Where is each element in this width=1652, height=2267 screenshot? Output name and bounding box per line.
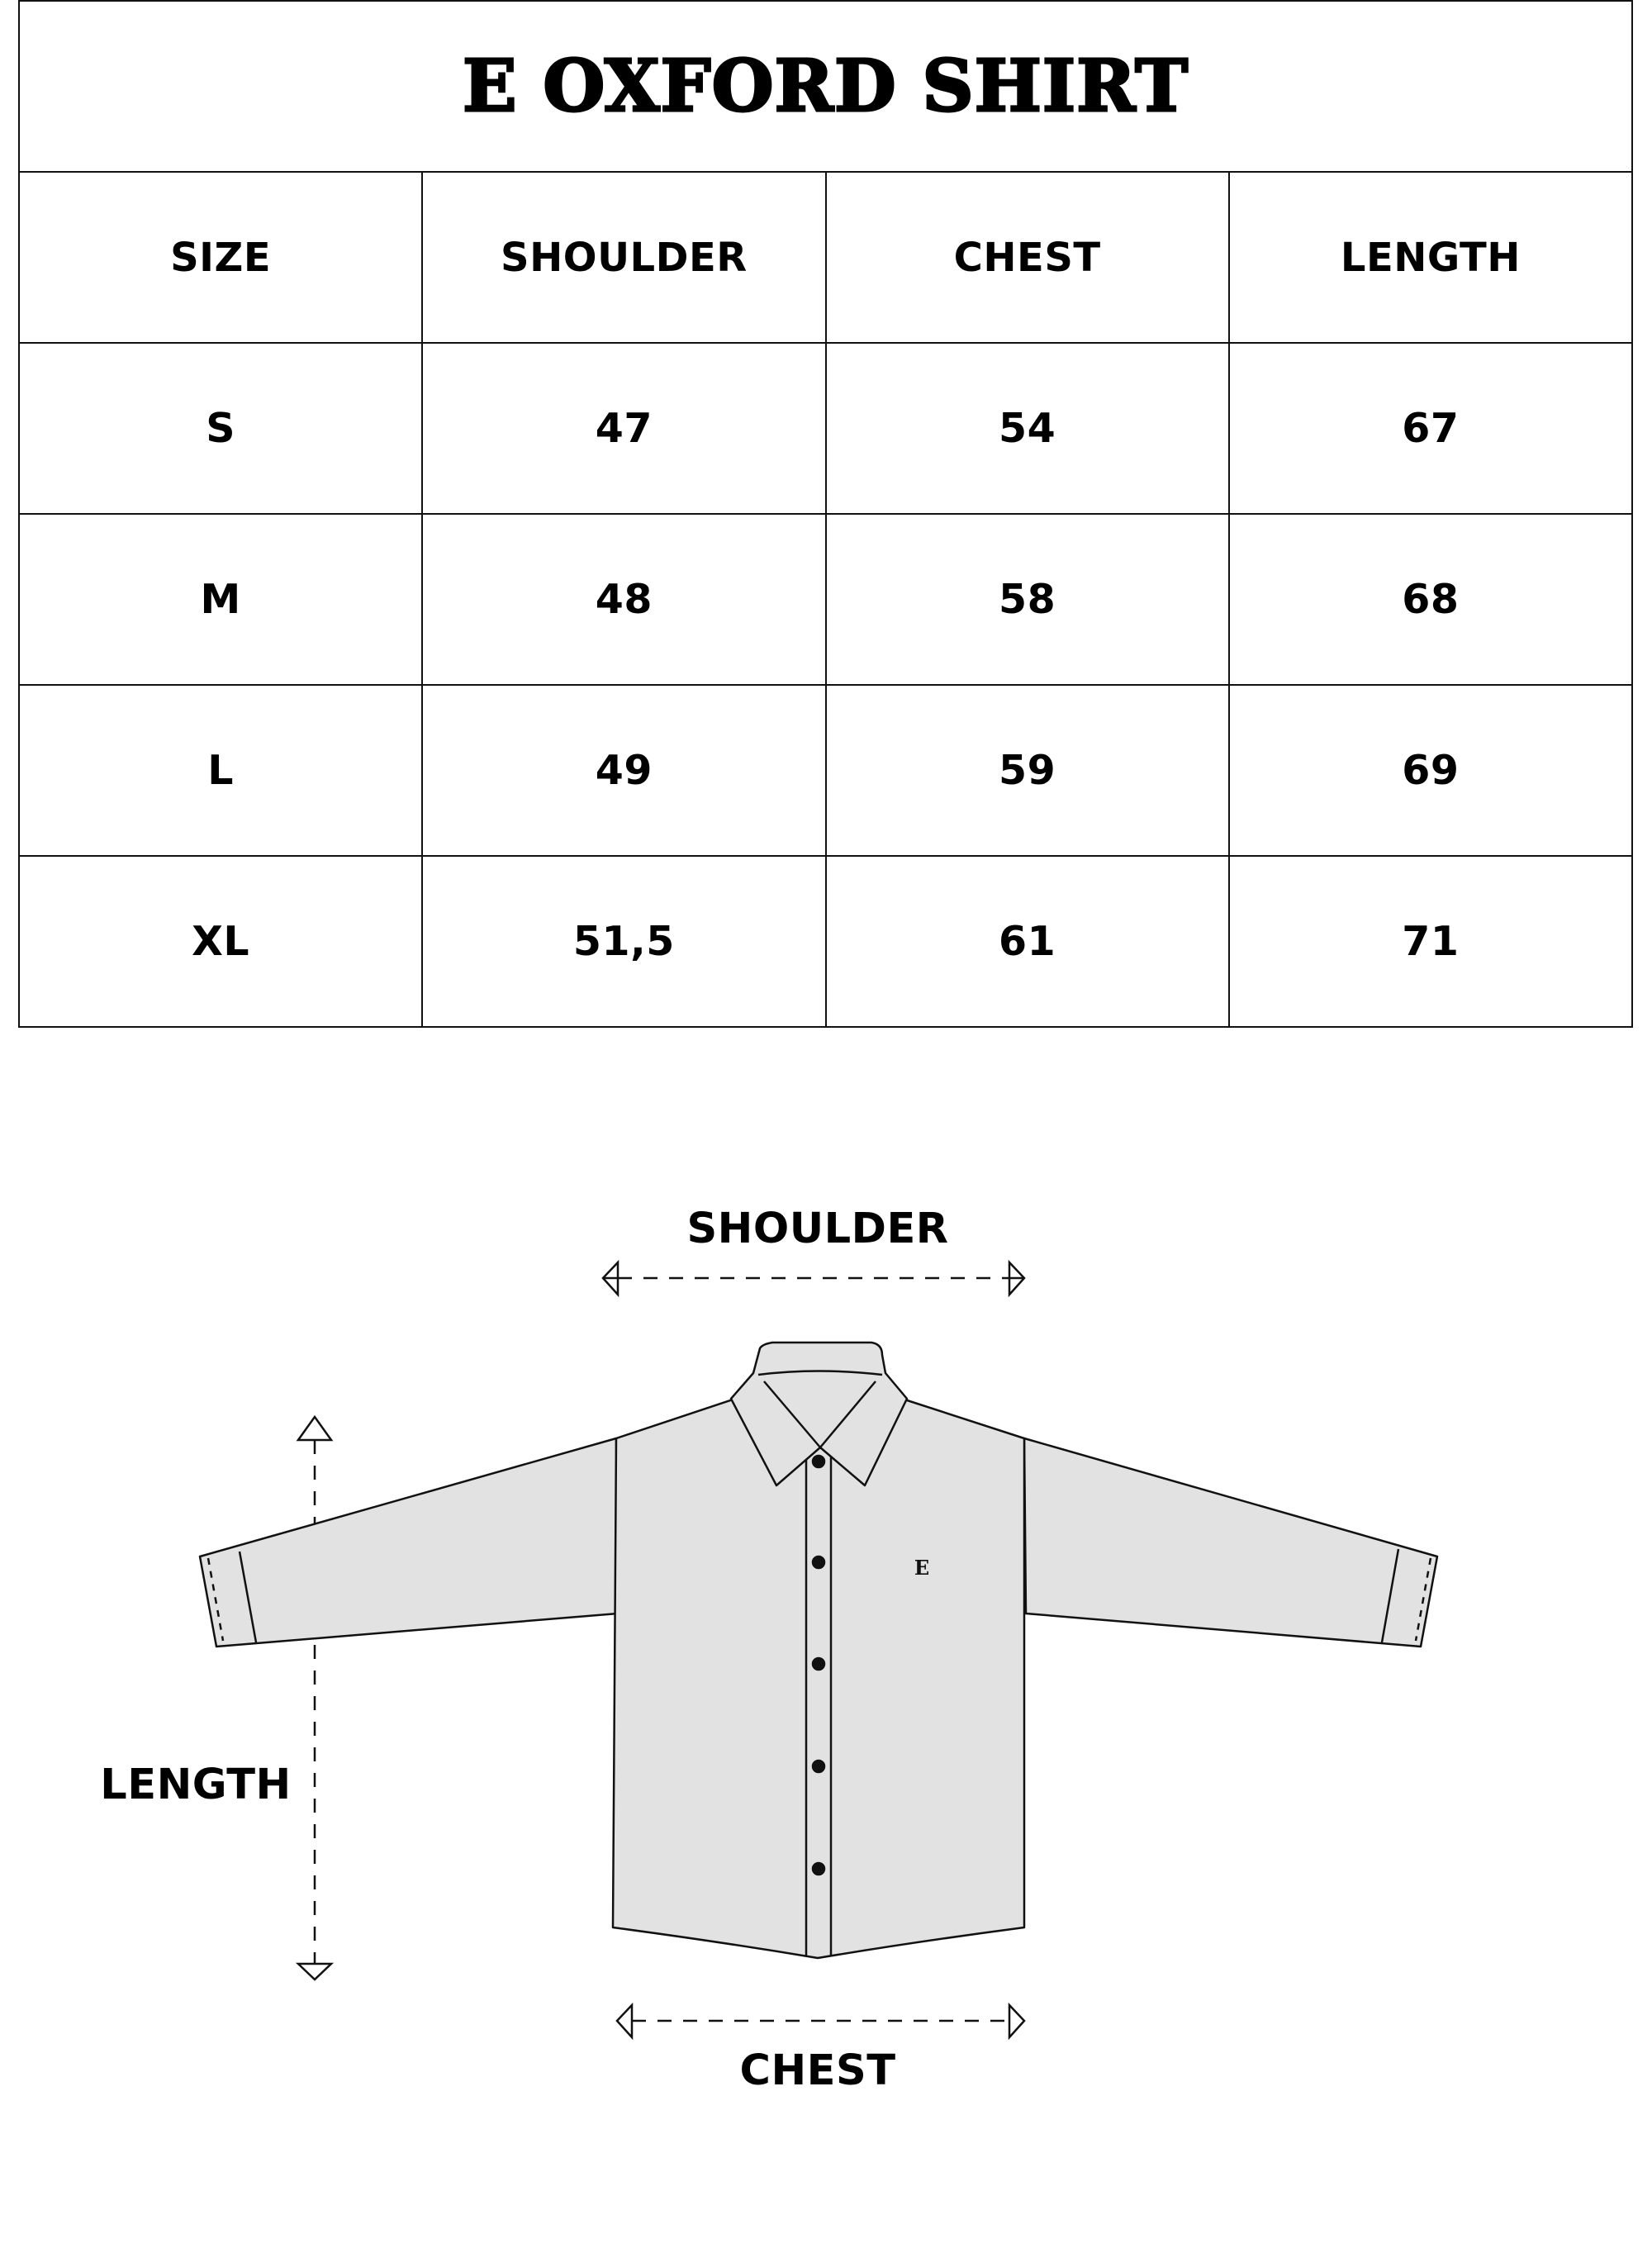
table-row — [19, 856, 1632, 1027]
table-row — [19, 685, 1632, 856]
cell-length: 67 — [1229, 343, 1632, 514]
button — [813, 1863, 824, 1875]
header-shoulder: SHOULDER — [422, 172, 825, 343]
shirt-illustration — [200, 1343, 1437, 1958]
length-label: LENGTH — [100, 1761, 292, 1809]
button — [813, 1658, 824, 1670]
chest-arrow — [617, 2005, 1024, 2037]
cell-chest: 61 — [826, 856, 1229, 1027]
cell-size: XL — [19, 856, 422, 1027]
header-chest: CHEST — [826, 172, 1229, 343]
chest-logo: E — [914, 1556, 930, 1580]
cell-length: 71 — [1229, 856, 1632, 1027]
right-sleeve — [1024, 1438, 1437, 1647]
header-size: SIZE — [19, 172, 422, 343]
cell-chest: 58 — [826, 514, 1229, 685]
cell-shoulder: 47 — [422, 343, 825, 514]
table-row — [19, 343, 1632, 514]
length-arrow — [298, 1417, 331, 1979]
cell-shoulder: 51,5 — [422, 856, 825, 1027]
cell-shoulder: 48 — [422, 514, 825, 685]
shoulder-arrow — [603, 1262, 1024, 1295]
cell-shoulder: 49 — [422, 685, 825, 856]
button — [813, 1456, 824, 1467]
button — [813, 1556, 824, 1568]
table-header-row — [19, 172, 1632, 343]
cell-chest: 59 — [826, 685, 1229, 856]
shoulder-label: SHOULDER — [686, 1205, 949, 1253]
cell-length: 68 — [1229, 514, 1632, 685]
chart-title: E OXFORD SHIRT — [19, 1, 1632, 172]
header-length: LENGTH — [1229, 172, 1632, 343]
cell-chest: 54 — [826, 343, 1229, 514]
table-row — [19, 514, 1632, 685]
button — [813, 1761, 824, 1772]
chest-label: CHEST — [739, 2046, 896, 2095]
size-chart-table — [18, 0, 1633, 1028]
cell-size: L — [19, 685, 422, 856]
shirt-measurement-diagram — [0, 1074, 1652, 2148]
left-sleeve — [200, 1438, 618, 1647]
cell-length: 69 — [1229, 685, 1632, 856]
cell-size: S — [19, 343, 422, 514]
cell-size: M — [19, 514, 422, 685]
